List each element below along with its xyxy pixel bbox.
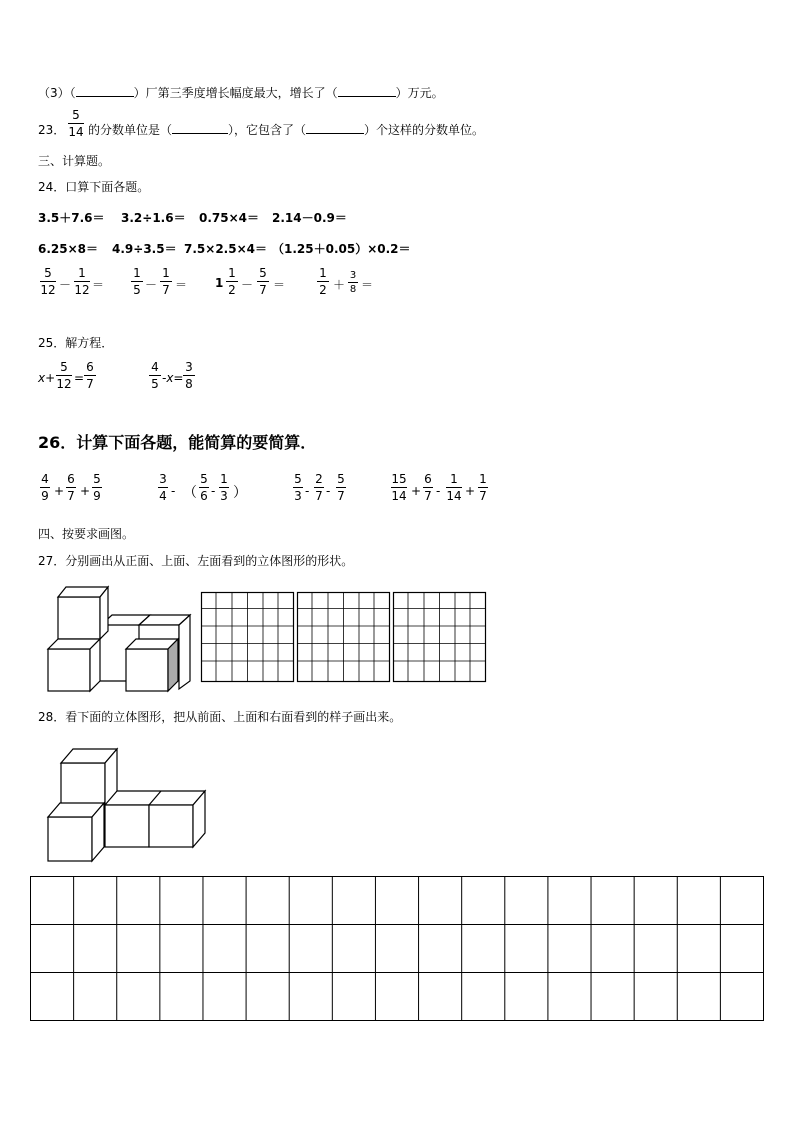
fraction: 3 8 bbox=[183, 360, 195, 391]
q24-row1-e2: 3.2÷1.6＝ bbox=[121, 211, 186, 225]
q23-text1: 的分数单位是（ bbox=[88, 123, 173, 137]
equation-middle: -x= bbox=[162, 371, 184, 385]
operator: + bbox=[411, 484, 422, 498]
equals: ＝ bbox=[361, 278, 374, 292]
equals: = bbox=[74, 371, 85, 385]
operator: - bbox=[436, 484, 441, 498]
fraction: 1 3 bbox=[220, 472, 228, 503]
fraction-small: 3 8 bbox=[349, 270, 357, 295]
fraction: 1 12 bbox=[74, 266, 90, 297]
answer-blank[interactable] bbox=[338, 96, 396, 97]
operator: + bbox=[80, 484, 91, 498]
fraction: 6 7 bbox=[424, 472, 432, 503]
answer-blank[interactable] bbox=[172, 133, 228, 134]
q22-prefix: （3）（ bbox=[38, 86, 76, 100]
whole-number: 1 bbox=[215, 276, 224, 290]
variable-x: x+ bbox=[38, 371, 56, 385]
q23-text3: ）个这样的分数单位。 bbox=[364, 123, 485, 137]
equals: ＝ bbox=[175, 278, 188, 292]
operator: ＋ bbox=[333, 278, 346, 292]
denominator: 14 bbox=[68, 125, 84, 139]
q24-title: 24．口算下面各题。 bbox=[38, 180, 150, 194]
q24-row2-e1: 6.25×8＝ bbox=[38, 242, 99, 256]
equals: ＝ bbox=[273, 278, 286, 292]
fraction: 4 5 bbox=[149, 360, 161, 391]
q24-row1-e1: 3.5＋7.6＝ bbox=[38, 211, 105, 225]
operator: - bbox=[305, 484, 310, 498]
q22-suffix: ）万元。 bbox=[395, 86, 444, 100]
fraction: 5 7 bbox=[257, 266, 269, 297]
fraction: 1 7 bbox=[160, 266, 172, 297]
q25-title: 25．解方程． bbox=[38, 336, 114, 350]
fraction: 5 12 bbox=[56, 360, 72, 391]
fraction: 1 7 bbox=[479, 472, 487, 503]
numerator: 5 bbox=[72, 108, 80, 122]
q24-row1-e4: 2.14－0.9＝ bbox=[272, 211, 347, 225]
q23-fraction bbox=[68, 108, 84, 139]
equals: ＝ bbox=[92, 278, 105, 292]
fraction: 6 7 bbox=[84, 360, 96, 391]
answer-blank[interactable] bbox=[76, 96, 134, 97]
fraction: 1 2 bbox=[226, 266, 238, 297]
operator: - bbox=[211, 484, 216, 498]
fraction: 1 2 bbox=[317, 266, 329, 297]
q22-part3-line bbox=[38, 84, 444, 101]
fraction: 15 14 bbox=[391, 472, 407, 503]
operator: + bbox=[54, 484, 65, 498]
q23-text2: ），它包含了（ bbox=[228, 123, 307, 137]
fraction: 1 14 bbox=[446, 472, 462, 503]
operator: － bbox=[145, 278, 158, 292]
fraction: 5 3 bbox=[294, 472, 302, 503]
q27-title: 27．分别画出从正面、上面、左面看到的立体图形的形状。 bbox=[38, 554, 354, 568]
fraction: 6 7 bbox=[67, 472, 75, 503]
section-3-heading: 三、计算题。 bbox=[38, 154, 111, 168]
grid-front-view[interactable] bbox=[201, 592, 294, 682]
fraction: 2 7 bbox=[315, 472, 323, 503]
q28-title: 28．看下面的立体图形，把从前面、上面和右面看到的样子画出来。 bbox=[38, 710, 402, 724]
answer-blank[interactable] bbox=[306, 133, 364, 134]
q24-row2-e4: （1.25＋0.05）×0.2＝ bbox=[272, 242, 411, 256]
operator: - bbox=[171, 484, 176, 498]
grid-top-view[interactable] bbox=[297, 592, 390, 682]
fraction: 5 12 bbox=[40, 266, 56, 297]
q23-text bbox=[88, 121, 484, 138]
operator: － bbox=[59, 278, 72, 292]
grid-left-view[interactable] bbox=[393, 592, 486, 682]
q24-row1-e3: 0.75×4＝ bbox=[199, 211, 260, 225]
section-4-heading: 四、按要求画图。 bbox=[38, 527, 135, 541]
q24-row2-e2: 4.9÷3.5＝ bbox=[112, 242, 177, 256]
fraction: 4 9 bbox=[41, 472, 49, 503]
q23-number: 23． bbox=[38, 123, 66, 137]
q22-mid: ）厂第三季度增长幅度最大，增长了（ bbox=[133, 86, 338, 100]
fraction: 5 6 bbox=[200, 472, 208, 503]
fraction: 1 5 bbox=[131, 266, 143, 297]
q27-cube-figure bbox=[44, 585, 194, 693]
fraction: 5 7 bbox=[337, 472, 345, 503]
q28-answer-grid[interactable] bbox=[30, 876, 764, 1021]
fraction: 3 4 bbox=[159, 472, 167, 503]
operator: + bbox=[465, 484, 476, 498]
operator: - bbox=[326, 484, 331, 498]
operator: － bbox=[241, 278, 254, 292]
fraction: 5 9 bbox=[93, 472, 101, 503]
q26-title: 26．计算下面各题，能简算的要简算． bbox=[38, 433, 317, 452]
left-paren: （ bbox=[183, 485, 197, 501]
q24-row2-e3: 7.5×2.5×4＝ bbox=[184, 242, 267, 256]
q28-cube-figure bbox=[44, 745, 204, 863]
right-paren: ） bbox=[233, 485, 247, 501]
